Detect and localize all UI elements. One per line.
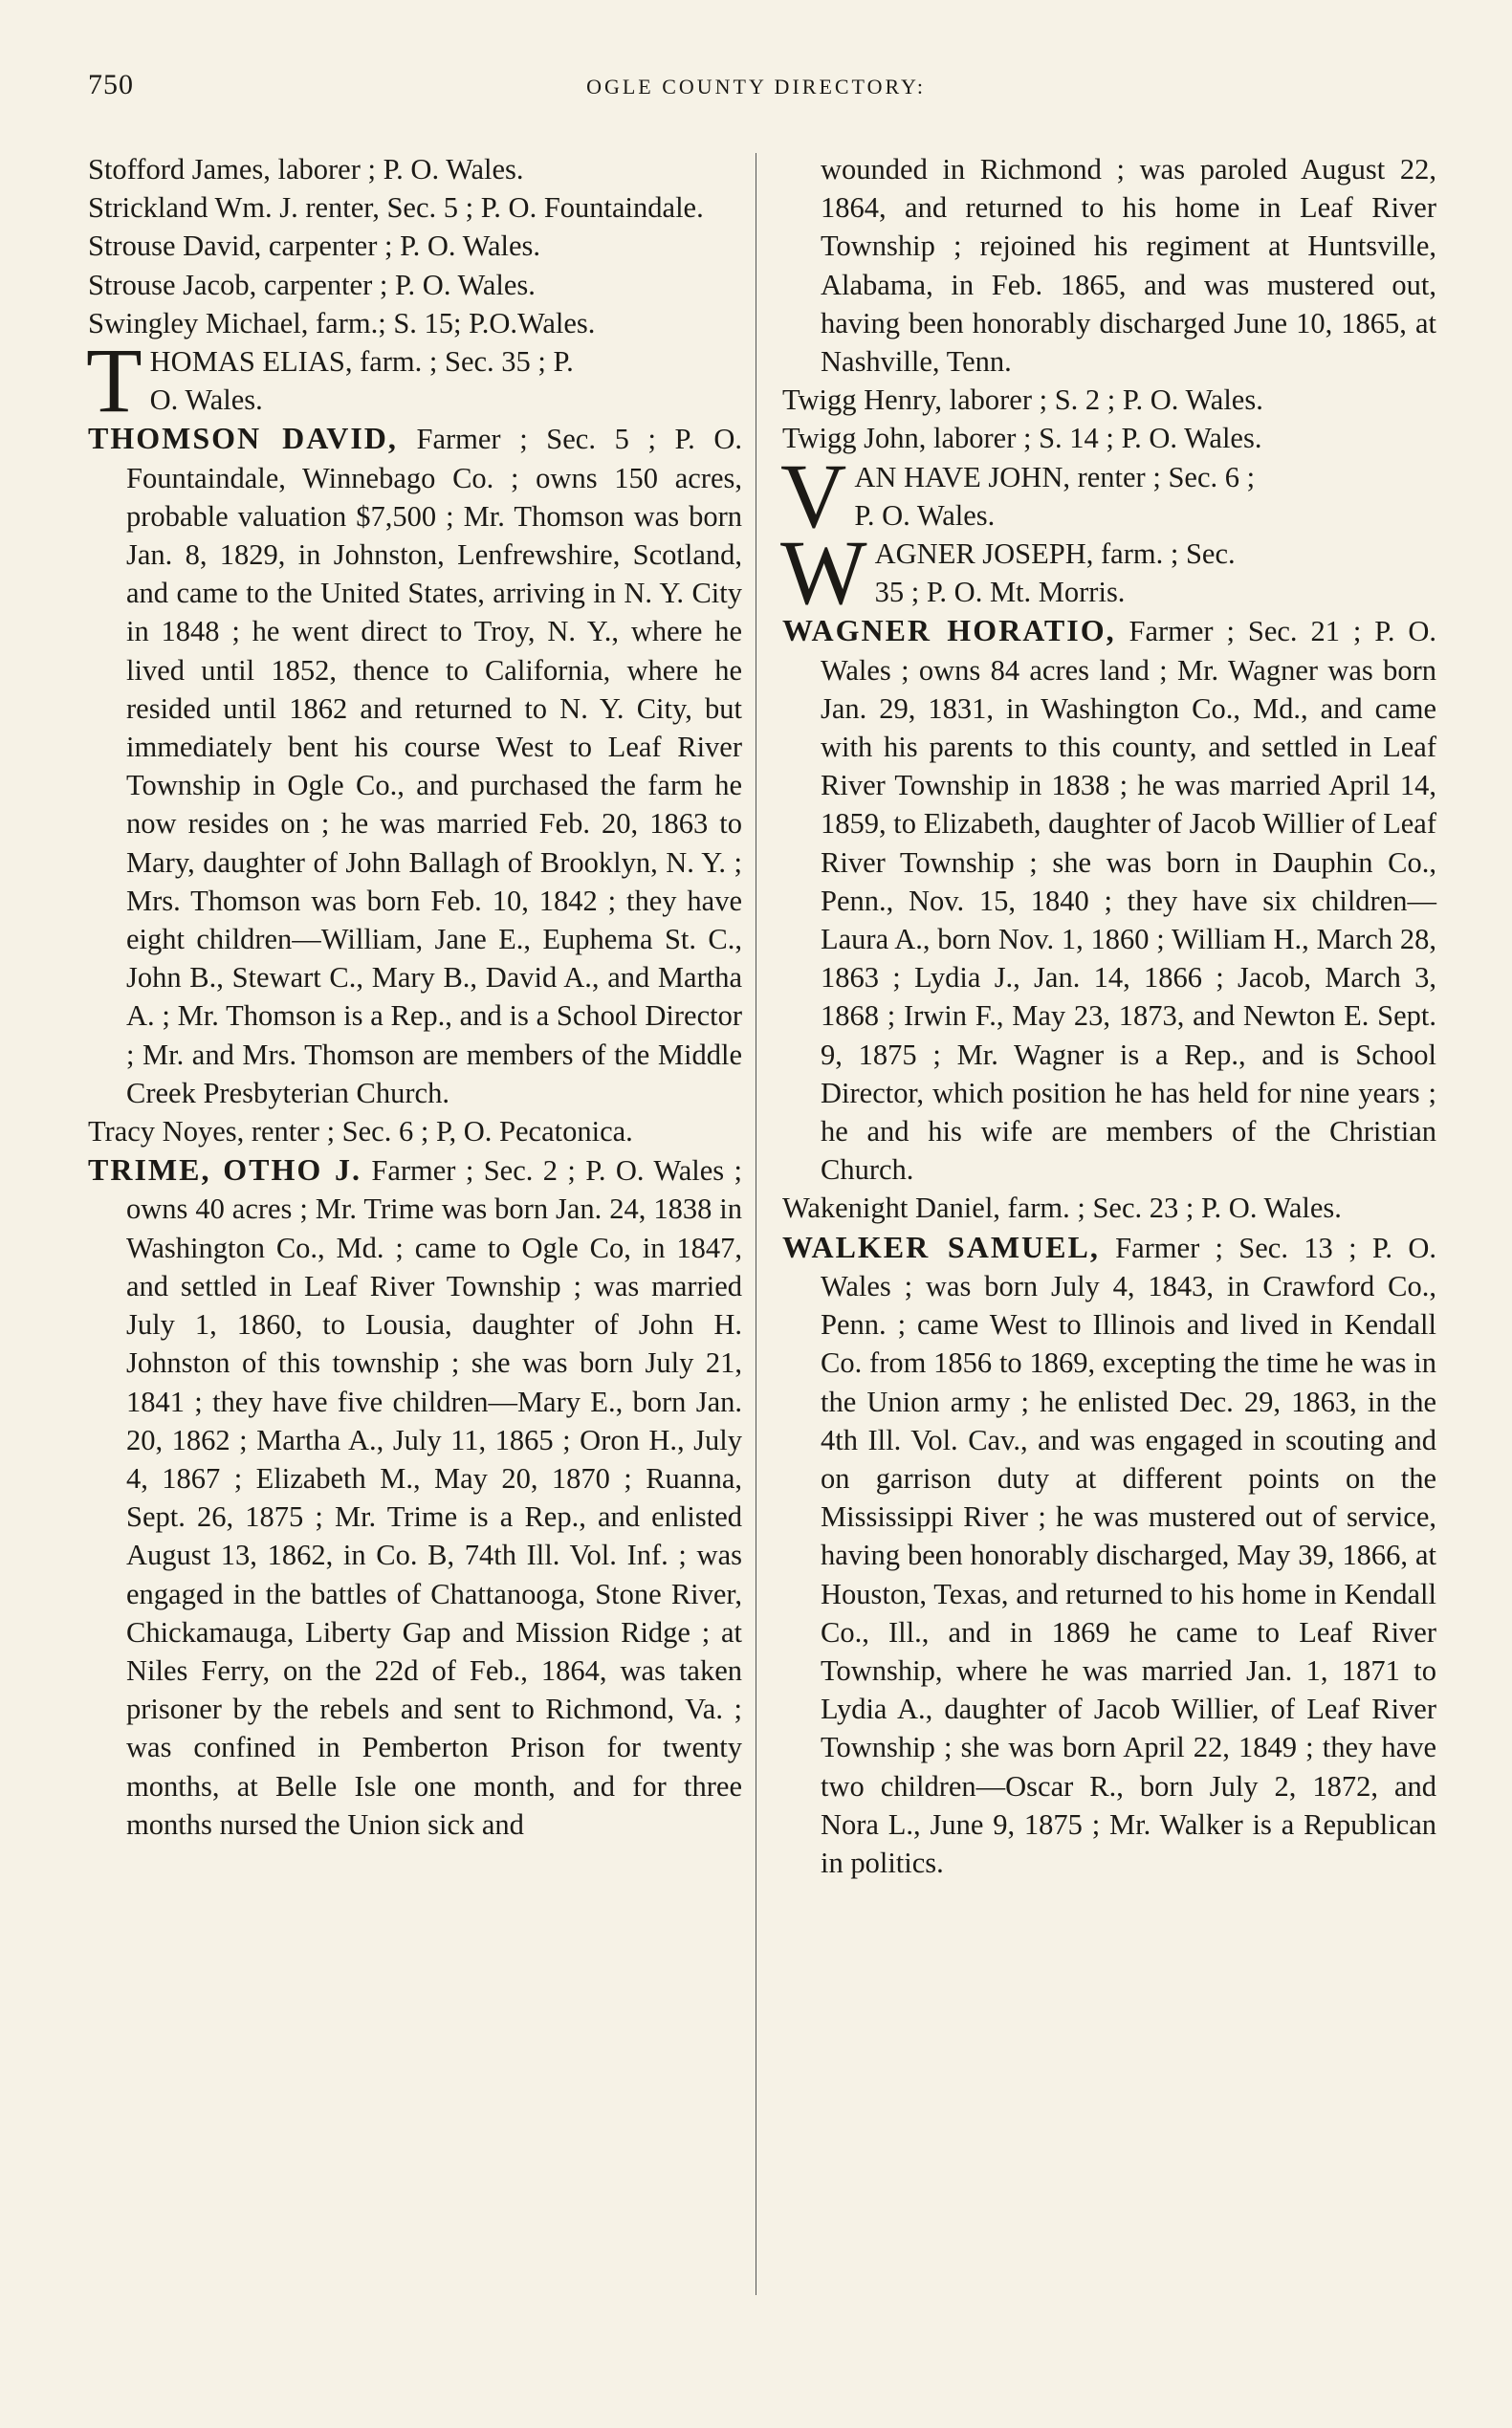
directory-entry: Twigg Henry, laborer ; S. 2 ; P. O. Wales.	[782, 383, 1263, 417]
entry-line: 35 ; P. O. Mt. Morris.	[874, 576, 1126, 609]
entry-line: O. Wales.	[149, 383, 263, 417]
directory-entry: Strouse Jacob, carpenter ; P. O. Wales.	[88, 268, 536, 301]
left-column	[88, 150, 742, 1844]
drop-cap: W	[780, 521, 867, 624]
directory-entry: Tracy Noyes, renter ; Sec. 6 ; P, O. Pecatonica.	[88, 1115, 633, 1148]
directory-entry: Stofford James, laborer ; P. O. Wales.	[88, 153, 524, 186]
directory-entry: Twigg John, laborer ; S. 14 ; P. O. Wales.	[782, 422, 1262, 455]
drop-cap: V	[780, 444, 847, 547]
page-number: 750	[88, 69, 134, 100]
biography-entry	[782, 1228, 1436, 1882]
entry-text: Farmer ; Sec. 13 ; P. O. Wales ; was born July 4, 1843, in Crawford Co., Penn. ; came West to Illinois and lived in Kendall Co. from 1856 to 1869, excepting the time he was in the Union army ; he enlisted Dec. 29, 1863, in the 4th Ill. Vol. Cav., and was engaged in scouting and on garrison duty at different points on the Mississippi River ; he was mustered out of service, having been honorably discharged, May 39, 1866, at Houston, Texas, and returned to his home in Kendall Co., Ill., and in 1869 he came to Leaf River Township, where he was married Jan. 1, 1871 to Lydia A., daughter of Jacob Willier, of Leaf River Township ; she was born April 22, 1849 ; they have two children—Oscar R., born July 2, 1872, and Nora L., June 9, 1875 ; Mr. Walker is a Republican in politics.	[821, 1231, 1437, 1879]
directory-entry: Strickland Wm. J. renter, Sec. 5 ; P. O. Fountaindale.	[88, 191, 704, 225]
entry-line: HOMAS ELIAS, farm. ; Sec. 35 ; P.	[149, 345, 574, 379]
biography-entry	[88, 1150, 742, 1844]
entry-text: Farmer ; Sec. 5 ; P. O. Fountaindale, Winnebago Co. ; owns 150 acres, probable valuation $7,500 ; Mr. Thomson was born Jan. 8, 1829, in Johnston, Lenfrewshire, Scotland, and came to the United States, arriving in N. Y. City in 1848 ; he went direct to Troy, N. Y., where he lived until 1852, thence to California, where he resided until 1862 and returned to N. Y. City, but immediately bent his course West to Leaf River Township in Ogle Co., and purchased the farm he now resides on ; he was married Feb. 20, 1863 to Mary, daughter of John Ballagh of Brooklyn, N. Y. ; Mrs. Thomson was born Feb. 10, 1842 ; they have eight children—William, Jane E., Euphema St. C., John B., Stewart C., Mary B., David A., and Martha A. ; Mr. Thomson is a Rep., and is a School Director ; Mr. and Mrs. Thomson are members of the Middle Creek Presbyterian Church.	[126, 423, 743, 1109]
right-column	[782, 150, 1436, 1882]
drop-cap: T	[86, 329, 142, 432]
entry-line: AGNER JOSEPH, farm. ; Sec.	[874, 537, 1236, 571]
directory-entry: Swingley Michael, farm.; S. 15; P.O.Wales.	[88, 306, 596, 339]
running-title: OGLE COUNTY DIRECTORY:	[586, 75, 926, 98]
entry-line: P. O. Wales.	[854, 498, 996, 532]
directory-entry-dropcap	[86, 329, 742, 432]
page-header	[88, 69, 1424, 107]
entry-name: WAGNER HORATIO,	[782, 613, 1116, 648]
directory-entry: Strouse David, carpenter ; P. O. Wales.	[88, 230, 541, 263]
entry-text: Farmer ; Sec. 21 ; P. O. Wales ; owns 84 acres land ; Mr. Wagner was born Jan. 29, 1831, in Washington Co., Md., and came with his parents to this county, and settled in Leaf River Township in 1838 ; he was married April 14, 1859, to Elizabeth, daughter of Jacob Willier of Leaf River Township ; she was born in Dauphin Co., Penn., Nov. 15, 1840 ; they have six children—Laura A., born Nov. 1, 1860 ; William H., March 28, 1863 ; Lydia J., Jan. 14, 1866 ; Jacob, March 3, 1868 ; Irwin F., May 23, 1873, and Newton E. Sept. 9, 1875 ; Mr. Wagner is a Rep., and is School Director, which position he has held for nine years ; he and his wife are members of the Christian Church.	[821, 615, 1436, 1187]
directory-entry-dropcap	[780, 521, 1436, 624]
biography-entry	[782, 611, 1436, 1189]
continued-entry: wounded in Richmond ; was paroled August 22, 1864, and returned to his home in Leaf River Township ; rejoined his regiment at Huntsville, Alabama, in Feb. 1865, and was mustered out, having been honorably discharged June 10, 1865, at Nashville, Tenn.	[821, 153, 1436, 379]
directory-entry: Wakenight Daniel, farm. ; Sec. 23 ; P. O. Wales.	[782, 1192, 1342, 1225]
entry-name: TRIME, OTHO J.	[88, 1152, 362, 1188]
entry-name: WALKER SAMUEL,	[782, 1229, 1100, 1264]
entry-line: AN HAVE JOHN, renter ; Sec. 6 ;	[854, 460, 1256, 493]
biography-entry	[88, 419, 742, 1112]
directory-entry-dropcap	[780, 444, 1436, 547]
entry-text: Farmer ; Sec. 2 ; P. O. Wales ; owns 40 acres ; Mr. Trime was born Jan. 24, 1838 in Washington Co., Md. ; came to Ogle Co, in 1847, and settled in Leaf River Township ; was married July 1, 1860, to Lousia, daughter of John H. Johnston of this township ; she was born July 21, 1841 ; they have five children—Mary E., born Jan. 20, 1862 ; Martha A., July 11, 1865 ; Oron H., July 4, 1867 ; Elizabeth M., May 20, 1870 ; Ruanna, Sept. 26, 1875 ; Mr. Trime is a Rep., and enlisted August 13, 1862, in Co. B, 74th Ill. Vol. Inf. ; was engaged in the battles of Chattanooga, Stone River, Chickamauga, Liberty Gap and Mission Ridge ; at Niles Ferry, on the 22d of Feb., 1864, was taken prisoner by the rebels and sent to Richmond, Va. ; was confined in Pemberton Prison for twenty months, at Belle Isle one month, and for three months nursed the Union sick and	[126, 1154, 742, 1841]
entry-name: THOMSON DAVID,	[88, 421, 398, 456]
